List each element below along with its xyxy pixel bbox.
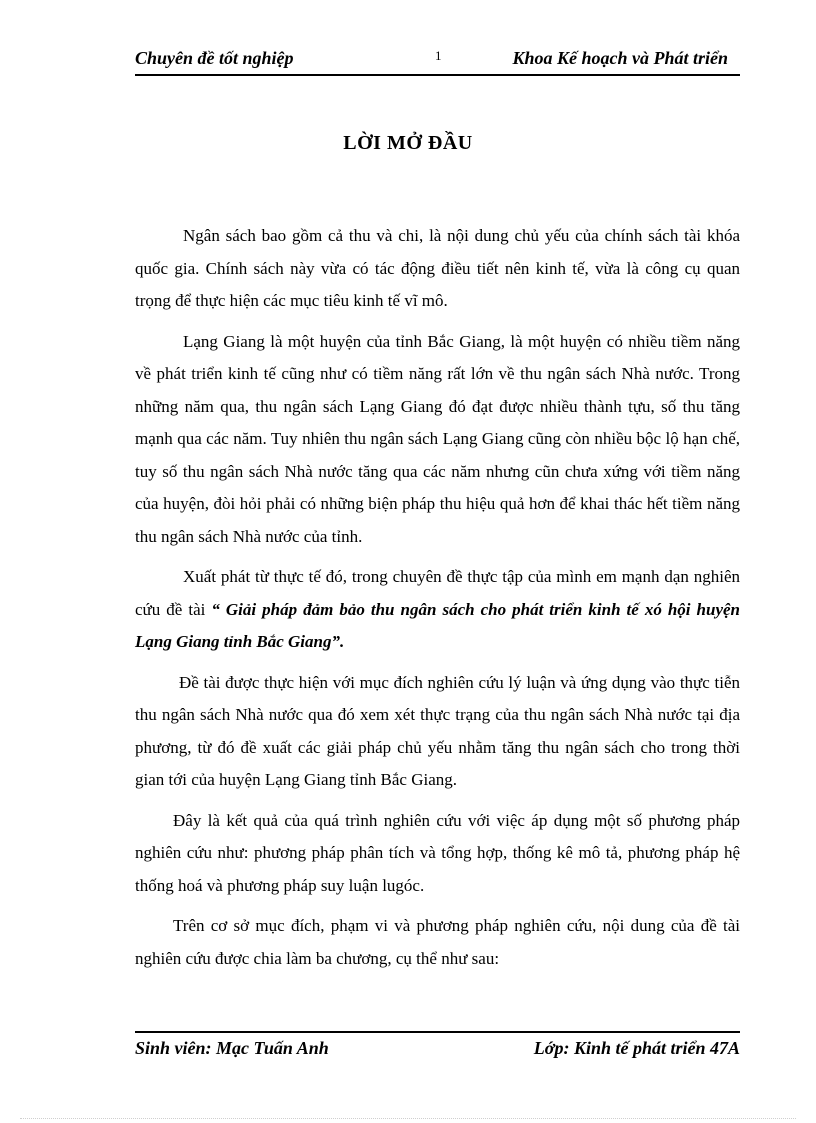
paragraph-lang-giang: Lạng Giang là một huyện của tỉnh Bắc Giang, là một huyện có nhiều tiềm năng về phát triển kinh tế cũng như có tiềm năng rất lớn về thu ngân sách Nhà nước. Trong những năm qua, thu ngân sách Lạng Giang đó đạt được nhiều thành tựu, số thu tăng mạnh qua các năm. Tuy nhiên thu ngân sách Lạng Giang cũng còn nhiều bộc lộ hạn chế, tuy số thu ngân sách Nhà nước tăng qua các năm nhưng cũn chưa xứng với tiềm năng của huyện, đòi hỏi phải có những biện pháp thu hiệu quả hơn để khai thác hết tiềm năng thu ngân sách Nhà nước của tỉnh. <box>135 331 740 546</box>
header-faculty-label: Khoa Kế hoạch và Phát triển <box>512 48 728 68</box>
paragraph-methods: Đây là kết quả của quá trình nghiên cứu với việc áp dụng một số phương pháp nghiên cứu như: phương pháp phân tích và tổng hợp, thống kê mô tả, phương pháp hệ thống hoá và phương pháp suy luận lugóc. <box>135 810 740 895</box>
paragraph-topic-lead: Xuất phát từ thực tế đó, trong chuyên đề thực tập của mình em mạnh dạn nghiên cứu đề tài <box>135 567 740 619</box>
page-header <box>135 46 740 76</box>
page-title: LỜI MỞ ĐẦU <box>343 132 473 154</box>
footer-student-name: Sinh viên: Mạc Tuấn Anh <box>135 1038 329 1058</box>
paragraph-structure: Trên cơ sở mục đích, phạm vi và phương pháp nghiên cứu, nội dung của đề tài nghiên cứu được chia làm ba chương, cụ thể như sau: <box>135 916 740 968</box>
paragraph-purpose: Đề tài được thực hiện với mục đích nghiên cứu lý luận và ứng dụng vào thực tiễn thu ngân sách Nhà nước qua đó xem xét thực trạng của thu ngân sách Nhà nước tại địa phương, từ đó đề xuất các giải pháp chủ yếu nhằm tăng thu ngân sách cho trong thời gian tới của huyện Lạng Giang tỉnh Bắc Giang. <box>135 672 740 789</box>
page-bottom-dotted-border <box>20 1118 796 1119</box>
header-thesis-label: Chuyên đề tốt nghiệp <box>135 48 294 68</box>
footer-rule <box>135 1031 740 1033</box>
paragraph-topic <box>135 561 740 659</box>
thesis-topic-title: “ Giải pháp đảm bảo thu ngân sách cho phát triển kinh tế xó hội huyện Lạng Giang tỉnh Bắc Giang”. <box>135 599 741 651</box>
page-number: 1 <box>435 48 442 63</box>
document-body <box>135 220 740 983</box>
page-footer <box>135 1038 740 1064</box>
footer-class-name: Lớp: Kinh tế phát triển 47A <box>533 1038 740 1058</box>
paragraph-intro: Ngân sách bao gồm cả thu và chi, là nội dung chủ yếu của chính sách tài khóa quốc gia. Chính sách này vừa có tác động điều tiết nên kinh tế, vừa là công cụ quan trọng để thực hiện các mục tiêu kinh tế vĩ mô. <box>135 226 740 310</box>
